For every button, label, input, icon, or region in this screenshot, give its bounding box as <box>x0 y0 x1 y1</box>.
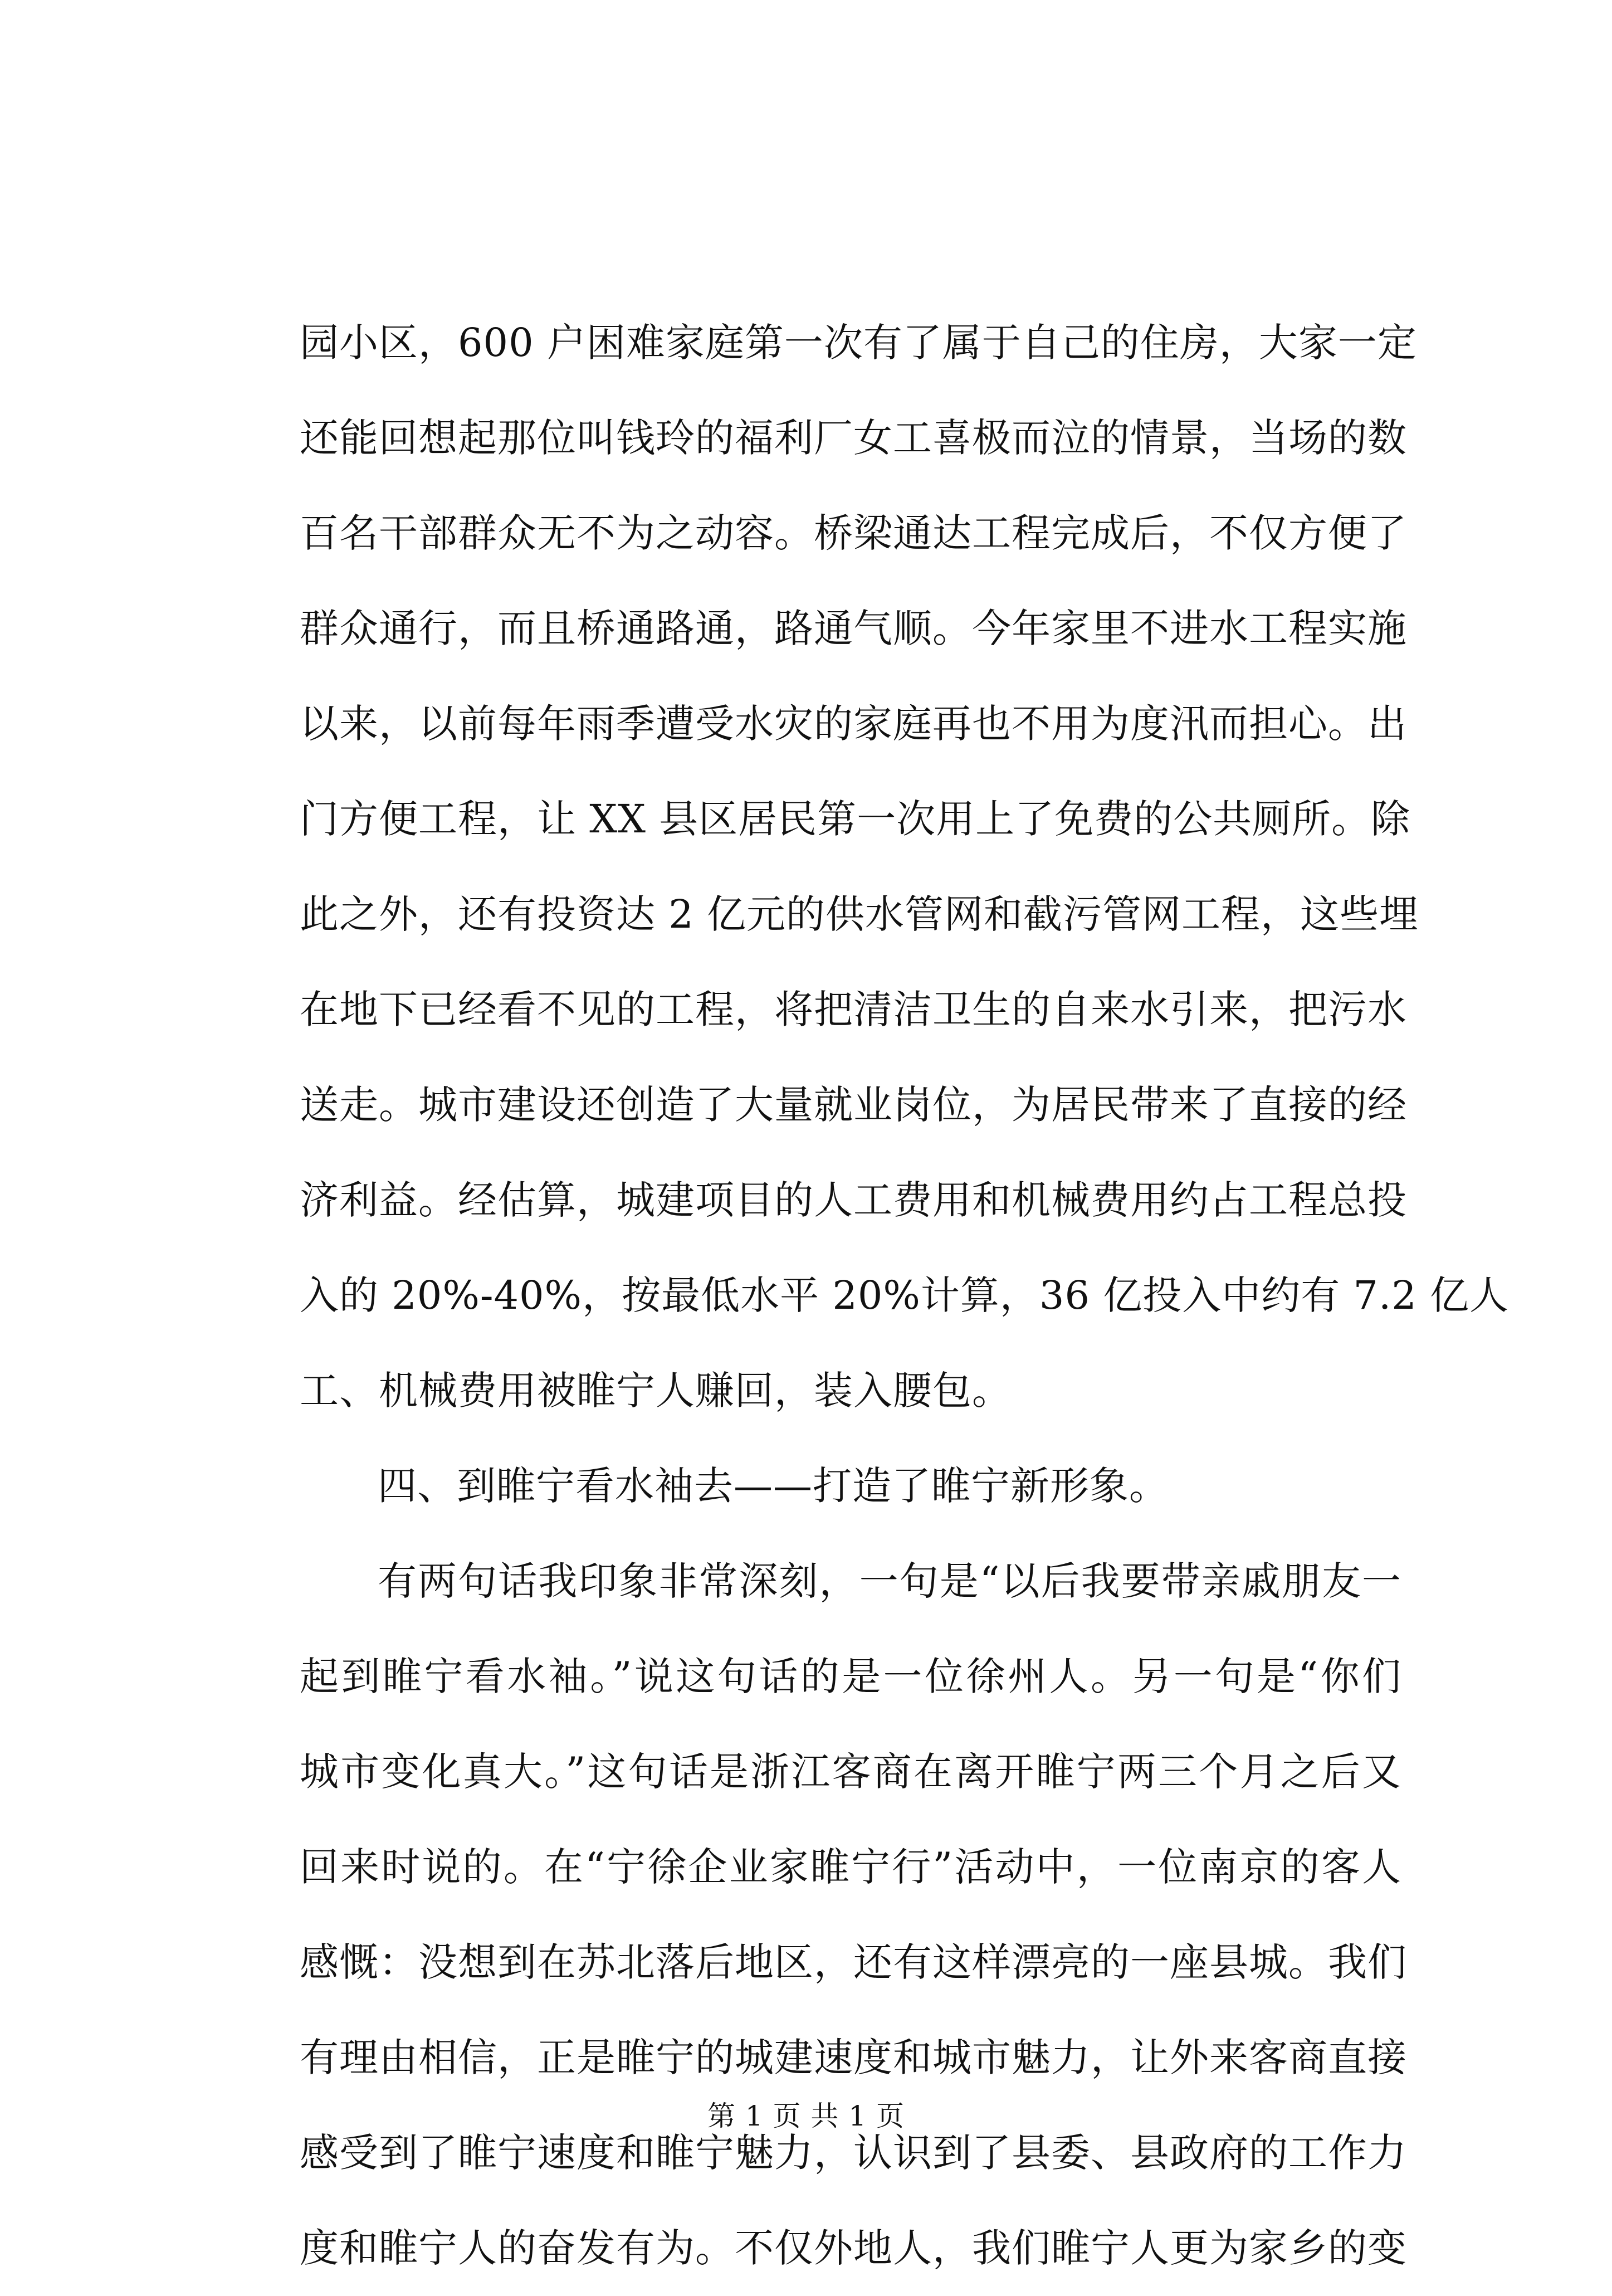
text-line: 还能回想起那位叫钱玲的福利厂女工喜极而泣的情景，当场的数 <box>300 415 1407 461</box>
page-footer: 第 1 页 共 1 页 <box>707 2100 905 2132</box>
document-body <box>300 295 1510 2296</box>
text-line: 度和睢宁人的奋发有为。不仅外地人，我们睢宁人更为家乡的变 <box>300 2225 1407 2271</box>
text-line: 群众通行，而且桥通路通，路通气顺。今年家里不进水工程实施 <box>300 606 1407 651</box>
text-line: 园小区，600 户困难家庭第一次有了属于自己的住房，大家一定 <box>300 320 1417 365</box>
text-line: 感受到了睢宁速度和睢宁魅力，认识到了县委、县政府的工作力 <box>300 2130 1407 2176</box>
text-line: 此之外，还有投资达 2 亿元的供水管网和截污管网工程，这些埋 <box>300 891 1419 937</box>
paragraph-urban-construction-benefits <box>300 295 1510 1439</box>
text-line: 门方便工程，让 XX 县区居民第一次用上了免费的公共厕所。除 <box>300 796 1411 842</box>
paragraph-new-image <box>300 1534 1407 2296</box>
text-line: 有两句话我印象非常深刻，一句是“以后我要带亲戚朋友一 <box>378 1558 1401 1604</box>
text-line: 以来，以前每年雨季遭受水灾的家庭再也不用为度汛而担心。出 <box>300 701 1407 747</box>
text-line: 入的 20%-40%，按最低水平 20%计算，36 亿投入中约有 7.2 亿人 <box>300 1273 1510 1318</box>
text-line: 在地下已经看不见的工程，将把清洁卫生的自来水引来，把污水 <box>300 987 1407 1032</box>
text-line: 感慨：没想到在苏北落后地区，还有这样漂亮的一座县城。我们 <box>300 1939 1407 1985</box>
text-line: 回来时说的。在“宁徐企业家睢宁行”活动中，一位南京的客人 <box>300 1844 1401 1890</box>
text-line: 工、机械费用被睢宁人赚回，装入腰包。 <box>300 1368 1012 1413</box>
text-line: 送走。城市建设还创造了大量就业岗位，为居民带来了直接的经 <box>300 1082 1407 1128</box>
section-heading: 四、到睢宁看水袖去——打造了睢宁新形象。 <box>378 1463 1169 1509</box>
text-line: 济利益。经估算，城建项目的人工费用和机械费用约占工程总投 <box>300 1177 1407 1223</box>
text-line: 有理由相信，正是睢宁的城建速度和城市魅力，让外来客商直接 <box>300 2035 1407 2080</box>
text-line: 百名干部群众无不为之动容。桥梁通达工程完成后，不仅方便了 <box>300 510 1407 556</box>
text-line: 起到睢宁看水袖。”说这句话的是一位徐州人。另一句是“你们 <box>300 1654 1401 1699</box>
text-line: 城市变化真大。”这句话是浙江客商在离开睢宁两三个月之后又 <box>300 1749 1401 1795</box>
